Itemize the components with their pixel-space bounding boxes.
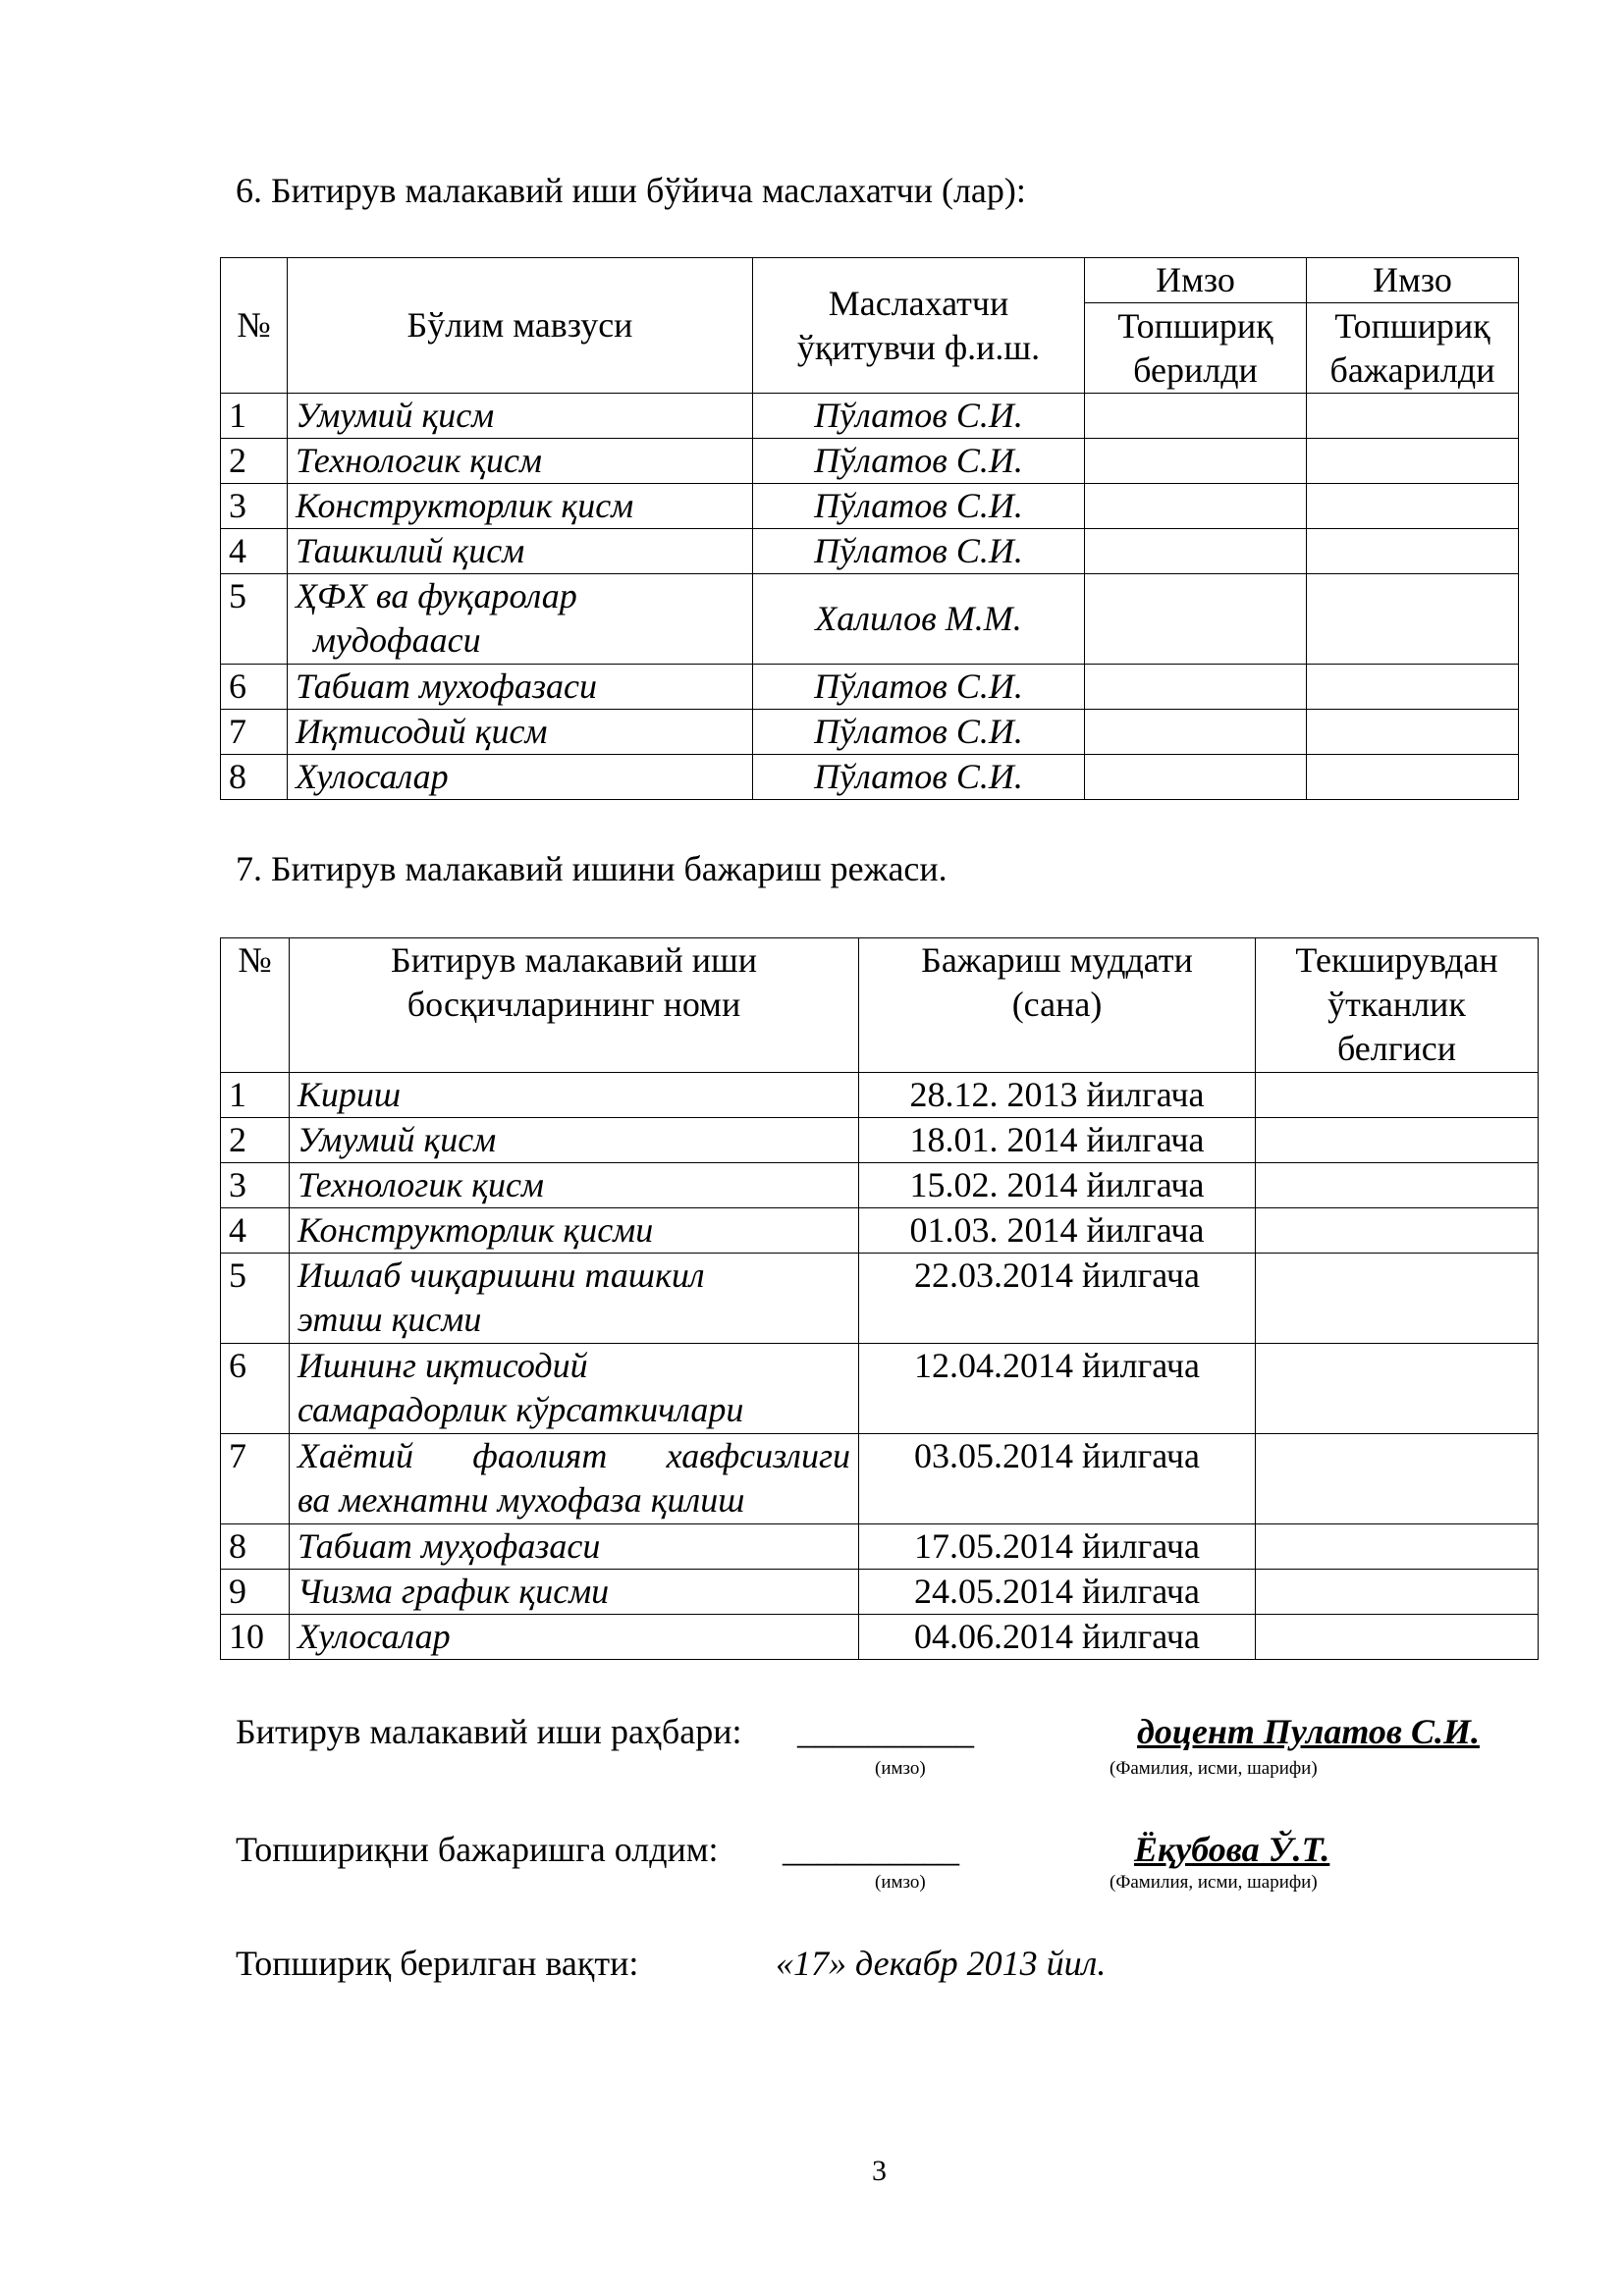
header-stage-line2: босқичларининг номи [406, 985, 741, 1024]
header-consultant [753, 258, 1085, 394]
row-sign-given[interactable] [1085, 574, 1307, 665]
row-date: 18.01. 2014 йилгача [859, 1118, 1256, 1163]
row-num: 7 [221, 710, 288, 755]
row-consultant: Пўлатов С.И. [753, 755, 1085, 800]
header-stage [290, 938, 859, 1073]
row-consultant: Пўлатов С.И. [753, 710, 1085, 755]
student-name-caption: (Фамилия, исми, шарифи) [1110, 1872, 1318, 1893]
header-deadline [859, 938, 1256, 1073]
row-check[interactable] [1256, 1524, 1539, 1570]
row-sign-done[interactable] [1307, 484, 1519, 529]
header-task-done-line2: бажарилди [1329, 349, 1495, 390]
row-sign-given[interactable] [1085, 710, 1307, 755]
row-num: 7 [221, 1434, 290, 1524]
row-topic: Ташкилий қисм [288, 529, 753, 574]
row-stage: Хулосалар [290, 1615, 859, 1660]
header-check-line2: ўтканлик [1327, 985, 1466, 1024]
row-num: 9 [221, 1570, 290, 1615]
table-row [221, 1434, 1539, 1524]
row-stage: Табиат муҳофазаси [290, 1524, 859, 1570]
row-topic-line1: ҲФХ ва фуқаролар [296, 576, 577, 615]
row-stage [290, 1344, 859, 1434]
section-7-heading: 7. Битирув малакавий ишини бажариш режаси. [236, 849, 947, 888]
row-topic: Хулосалар [288, 755, 753, 800]
table-row [221, 1570, 1539, 1615]
row-num: 3 [221, 484, 288, 529]
row-stage: Технологик қисм [290, 1163, 859, 1208]
row-check[interactable] [1256, 1615, 1539, 1660]
row-consultant: Пўлатов С.И. [753, 394, 1085, 439]
row-stage: Кириш [290, 1073, 859, 1118]
row-num: 4 [221, 1208, 290, 1254]
row-stage-line1: Ишлаб чиқаришни ташкил [298, 1255, 705, 1295]
section-6-heading: 6. Битирув малакавий иши бўйича маслахатчи (лар): [236, 171, 1026, 210]
row-check[interactable] [1256, 1073, 1539, 1118]
row-stage-line2: самарадорлик кўрсаткичлари [298, 1390, 744, 1429]
supervisor-signature-line[interactable]: __________ [797, 1712, 974, 1751]
table-row [221, 710, 1519, 755]
row-check[interactable] [1256, 1434, 1539, 1524]
header-task-given [1085, 303, 1307, 394]
table-row [221, 439, 1519, 484]
row-topic: Иқтисодий қисм [288, 710, 753, 755]
student-name: Ёқубова Ў.Т. [1134, 1830, 1330, 1869]
header-task-given-line2: берилди [1133, 349, 1258, 390]
row-topic: Табиат мухофазаси [288, 665, 753, 710]
row-date: 28.12. 2013 йилгача [859, 1073, 1256, 1118]
row-stage: Умумий қисм [290, 1118, 859, 1163]
supervisor-sign-caption: (имзо) [875, 1758, 926, 1779]
supervisor-label: Битирув малакавий иши раҳбари: [236, 1712, 742, 1751]
header-sign-done: Имзо [1307, 258, 1519, 303]
consultants-table [220, 257, 1519, 800]
row-topic: Технологик қисм [288, 439, 753, 484]
header-check-line1: Текширувдан [1295, 940, 1498, 980]
row-sign-done[interactable] [1307, 574, 1519, 665]
row-num: 1 [221, 1073, 290, 1118]
row-sign-given[interactable] [1085, 665, 1307, 710]
row-date: 24.05.2014 йилгача [859, 1570, 1256, 1615]
row-sign-given[interactable] [1085, 755, 1307, 800]
row-date: 15.02. 2014 йилгача [859, 1163, 1256, 1208]
header-num: № [221, 938, 290, 1073]
header-num: № [221, 258, 288, 394]
student-sign-caption: (имзо) [875, 1872, 926, 1893]
row-sign-done[interactable] [1307, 394, 1519, 439]
header-deadline-line1: Бажариш муддати [921, 940, 1193, 980]
header-check-line3: белгиси [1336, 1029, 1457, 1068]
row-topic [288, 574, 753, 665]
row-sign-done[interactable] [1307, 755, 1519, 800]
row-num: 5 [221, 574, 288, 665]
row-date: 04.06.2014 йилгача [859, 1615, 1256, 1660]
supervisor-name-caption: (Фамилия, исми, шарифи) [1110, 1758, 1318, 1779]
issue-date-value: «17» декабр 2013 йил. [776, 1944, 1107, 1983]
header-topic: Бўлим мавзуси [288, 258, 753, 394]
student-signature-line[interactable]: __________ [783, 1830, 959, 1869]
row-check[interactable] [1256, 1570, 1539, 1615]
row-topic: Конструкторлик қисм [288, 484, 753, 529]
row-check[interactable] [1256, 1344, 1539, 1434]
table-row [221, 1073, 1539, 1118]
table-row [221, 1118, 1539, 1163]
row-num: 5 [221, 1254, 290, 1344]
row-stage-line1: Хаётий фаолият хавфсизлиги [298, 1436, 850, 1475]
row-consultant: Пўлатов С.И. [753, 484, 1085, 529]
row-num: 2 [221, 1118, 290, 1163]
row-sign-given[interactable] [1085, 484, 1307, 529]
row-check[interactable] [1256, 1208, 1539, 1254]
row-sign-given[interactable] [1085, 439, 1307, 484]
row-date: 22.03.2014 йилгача [859, 1254, 1256, 1344]
header-task-given-line1: Топшириқ [1117, 305, 1273, 346]
row-topic-line2: мудофааси [313, 620, 481, 660]
header-sign-given: Имзо [1085, 258, 1307, 303]
table-row [221, 1344, 1539, 1434]
row-sign-given[interactable] [1085, 394, 1307, 439]
table-row [221, 755, 1519, 800]
row-sign-done[interactable] [1307, 529, 1519, 574]
supervisor-name: доцент Пулатов С.И. [1137, 1712, 1480, 1751]
row-num: 8 [221, 755, 288, 800]
row-stage-line2: ва мехнатни мухофаза қилиш [298, 1480, 745, 1520]
table-row [221, 1254, 1539, 1344]
row-consultant: Халилов М.М. [753, 574, 1085, 665]
row-date: 01.03. 2014 йилгача [859, 1208, 1256, 1254]
table-row [221, 1163, 1539, 1208]
row-sign-done[interactable] [1307, 665, 1519, 710]
table-row [221, 665, 1519, 710]
row-sign-done[interactable] [1307, 710, 1519, 755]
header-task-done-line1: Топшириқ [1334, 305, 1490, 346]
row-check[interactable] [1256, 1254, 1539, 1344]
row-stage [290, 1434, 859, 1524]
row-consultant: Пўлатов С.И. [753, 529, 1085, 574]
table-row [221, 394, 1519, 439]
table-row [221, 484, 1519, 529]
accepted-label: Топшириқни бажаришга олдим: [236, 1830, 719, 1869]
header-task-done [1307, 303, 1519, 394]
header-stage-line1: Битирув малакавий иши [391, 940, 757, 980]
row-num: 10 [221, 1615, 290, 1660]
row-consultant: Пўлатов С.И. [753, 439, 1085, 484]
row-stage-line2: этиш қисми [298, 1300, 482, 1339]
row-topic: Умумий қисм [288, 394, 753, 439]
row-sign-given[interactable] [1085, 529, 1307, 574]
page-number: 3 [872, 2155, 887, 2187]
row-date: 03.05.2014 йилгача [859, 1434, 1256, 1524]
row-stage: Чизма график қисми [290, 1570, 859, 1615]
table-row [221, 529, 1519, 574]
row-num: 3 [221, 1163, 290, 1208]
row-check[interactable] [1256, 1118, 1539, 1163]
row-num: 6 [221, 1344, 290, 1434]
table-row [221, 574, 1519, 665]
row-num: 2 [221, 439, 288, 484]
header-consultant-line2: ўқитувчи ф.и.ш. [796, 327, 1041, 367]
row-sign-done[interactable] [1307, 439, 1519, 484]
row-stage [290, 1254, 859, 1344]
table-row [221, 1524, 1539, 1570]
schedule-table [220, 937, 1539, 1660]
row-num: 6 [221, 665, 288, 710]
header-consultant-line1: Маслахатчи [828, 283, 1009, 323]
header-check-mark [1256, 938, 1539, 1073]
issue-date-label: Топшириқ берилган вақти: [236, 1944, 639, 1983]
row-stage: Конструкторлик қисми [290, 1208, 859, 1254]
row-num: 4 [221, 529, 288, 574]
header-deadline-line2: (сана) [1011, 985, 1103, 1024]
table-row [221, 1208, 1539, 1254]
row-check[interactable] [1256, 1163, 1539, 1208]
row-consultant: Пўлатов С.И. [753, 665, 1085, 710]
table-row [221, 1615, 1539, 1660]
row-num: 8 [221, 1524, 290, 1570]
row-date: 12.04.2014 йилгача [859, 1344, 1256, 1434]
row-date: 17.05.2014 йилгача [859, 1524, 1256, 1570]
row-stage-line1: Ишнинг иқтисодий [298, 1346, 588, 1385]
row-num: 1 [221, 394, 288, 439]
